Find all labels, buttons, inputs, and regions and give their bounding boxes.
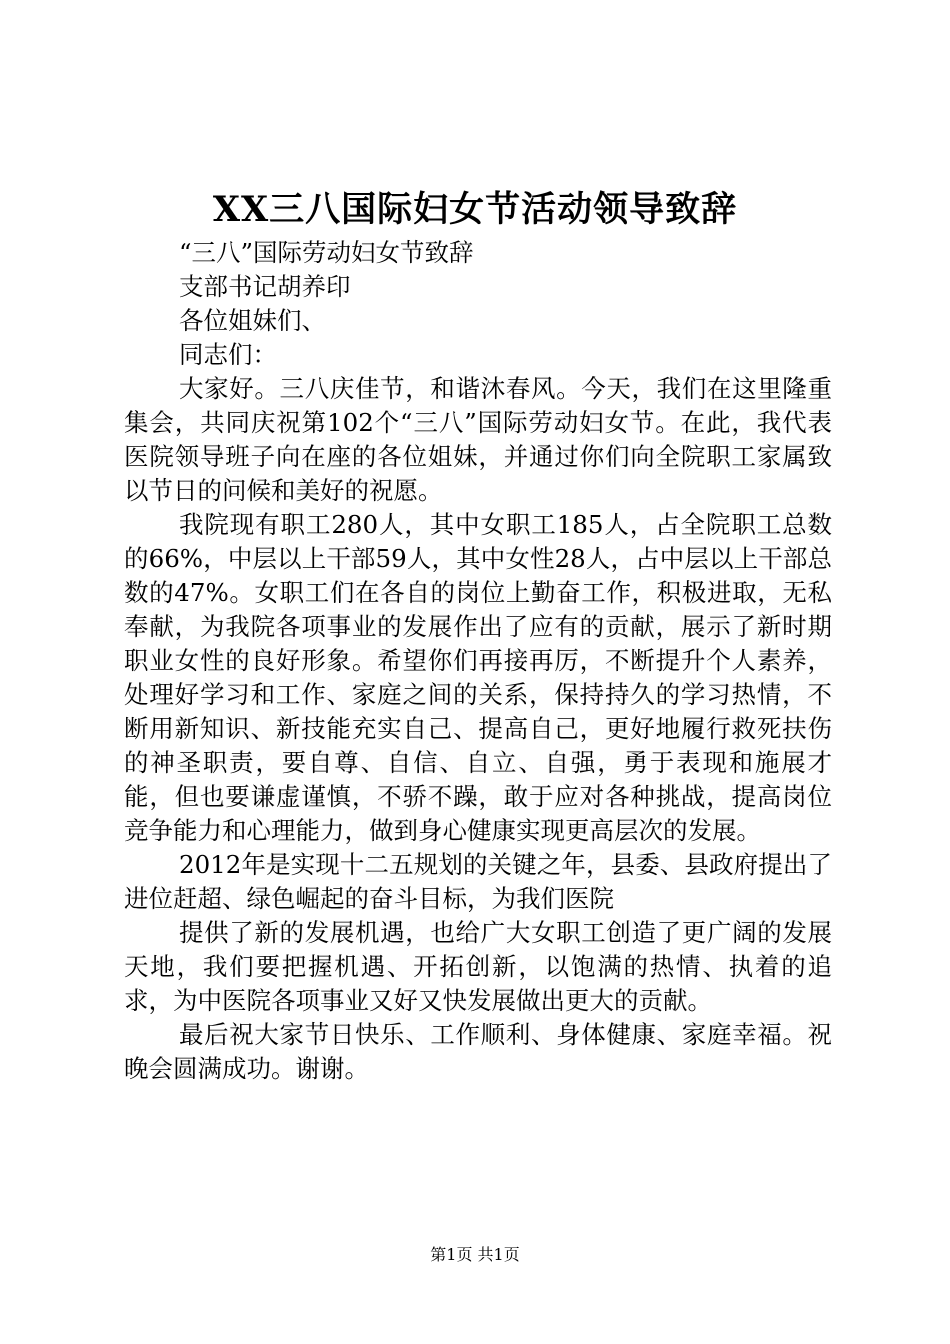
closing-paragraph: 最后祝大家节日快乐、工作顺利、身体健康、家庭幸福。祝晚会圆满成功。谢谢。: [124, 1020, 832, 1083]
salutation-line: 同志们：: [179, 340, 277, 369]
body-paragraph: 2012年是实现十二五规划的关键之年，县委、县政府提出了进位赶超、绿色崛起的奋斗目标，为我们医院: [124, 850, 832, 913]
document-body: [124, 236, 832, 1086]
page-number: 第1页 共1页: [430, 1245, 520, 1264]
speaker-line: 支部书记胡养印: [179, 272, 351, 301]
body-paragraph: 提供了新的发展机遇，也给广大女职工创造了更广阔的发展天地，我们要把握机遇、开拓创新，以饱满的热情、执着的追求，为中医院各项事业又好又快发展做出更大的贡献。: [124, 918, 832, 1015]
body-paragraph: 大家好。三八庆佳节，和谐沐春风。今天，我们在这里隆重集会，共同庆祝第102个“三八”国际劳动妇女节。在此，我代表医院领导班子向在座的各位姐妹，并通过你们向全院职工家属致以节日的问候和美好的祝愿。: [124, 374, 832, 505]
speech-heading: “三八”国际劳动妇女节致辞: [179, 238, 474, 267]
body-paragraph: 我院现有职工280人，其中女职工185人，占全院职工总数的66%，中层以上干部59人，其中女性28人，占中层以上干部总数的47%。女职工们在各自的岗位上勤奋工作，积极进取，无私奉献，为我院各项事业的发展作出了应有的贡献，展示了新时期职业女性的良好形象。希望你们再接再厉，不断提升个人素养，处理好学习和工作、家庭之间的关系，保持持久的学习热情，不断用新知识、新技能充实自己、提高自己，更好地履行救死扶伤的神圣职责，要自尊、自信、自立、自强，勇于表现和施展才能，但也要谦虚谨慎，不骄不躁，敢于应对各种挑战，提高岗位竞争能力和心理能力，做到身心健康实现更高层次的发展。: [124, 510, 832, 845]
salutation-line: 各位姐妹们、: [179, 306, 326, 335]
document-title: XX三八国际妇女节活动领导致辞: [212, 189, 738, 230]
